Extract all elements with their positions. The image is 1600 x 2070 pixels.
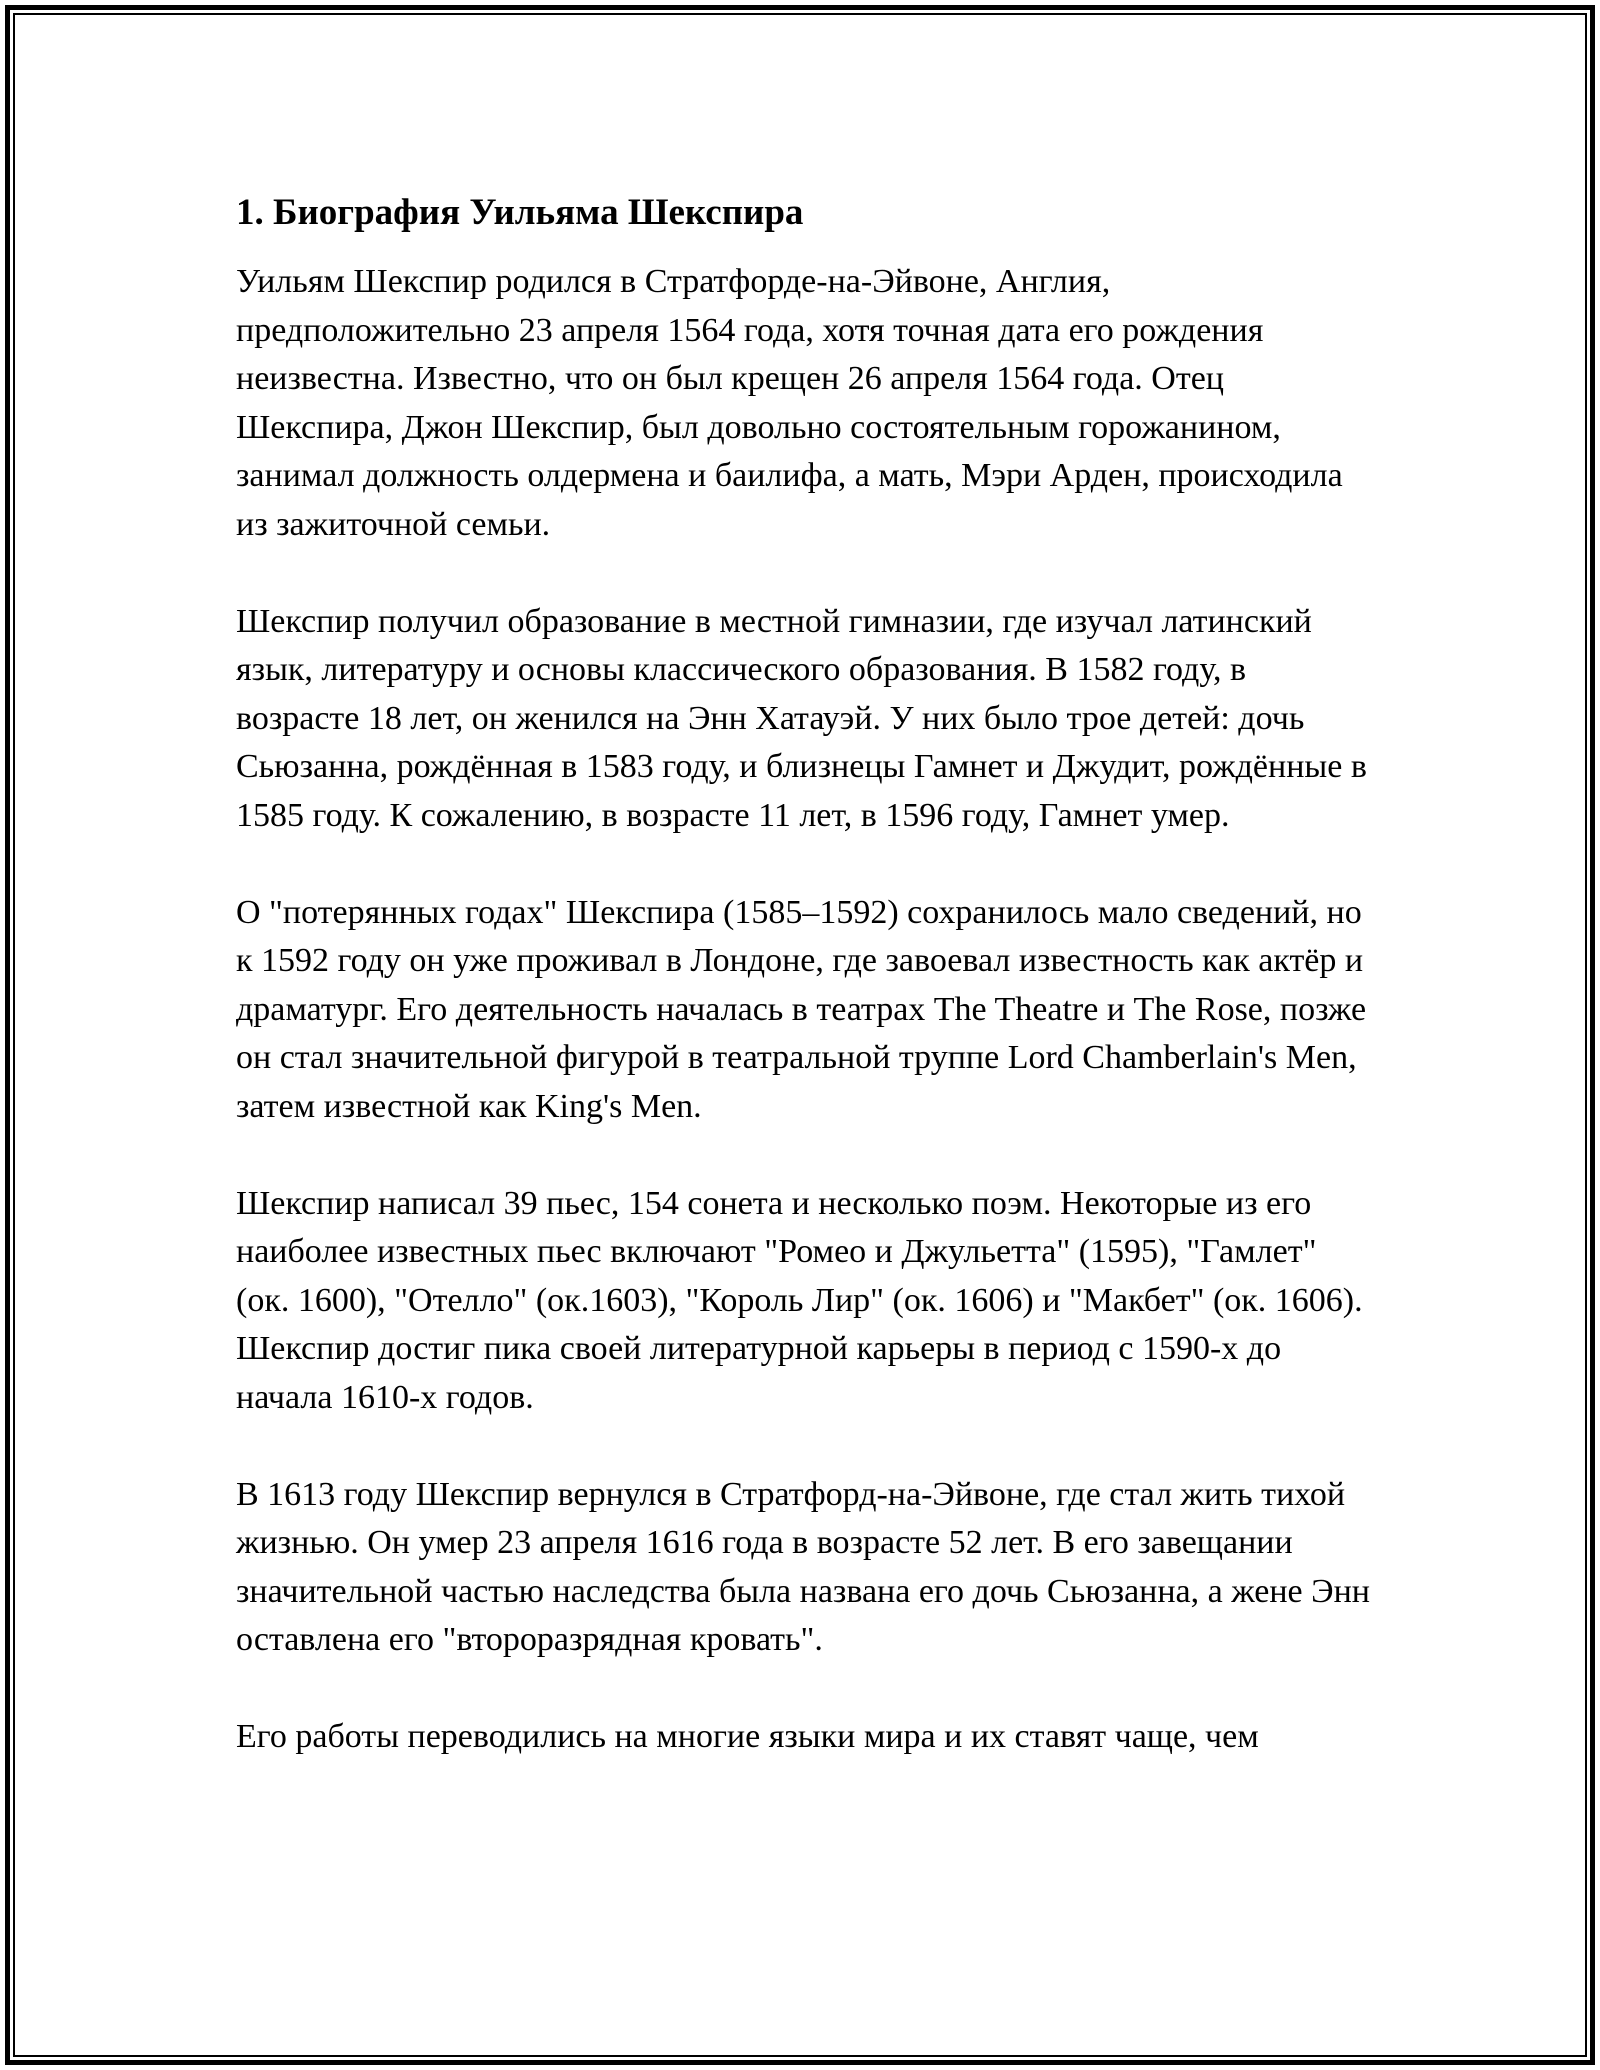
paragraph-birth: Уильям Шекспир родился в Стратфорде-на-Эйвоне, Англия, предположительно 23 апреля 1564 года, хотя точная дата его рождения неизвестна. Известно, что он был крещен 26 апреля 1564 года. Отец Шекспира, Джон Шекспир, был довольно состоятельным горожанином, занимал должность олдермена и баилифа, а мать, Мэри Арден, происходила из зажиточной семьи. [236, 263, 1343, 543]
paragraph-lost-years: О "потерянных годах" Шекспира (1585–1592) сохранилось мало сведений, но к 1592 году он уже проживал в Лондоне, где завоевал известность как актёр и драматург. Его деятельность началась в театрах The Theatre и The Rose, позже он стал значительной фигурой в театральной труппе Lord Chamberlain's Men, затем известной как King's Men. [236, 893, 1367, 1125]
paragraph-death: В 1613 году Шекспир вернулся в Стратфорд-на-Эйвоне, где стал жить тихой жизнью. Он умер 23 апреля 1616 года в возрасте 52 лет. В его завещании значительной частью наследства была названа его дочь Сьюзанна, а жене Энн оставлена его "второразрядная кровать". [236, 1475, 1370, 1658]
paragraph-legacy: Его работы переводились на многие языки мира и их ставят чаще, чем [236, 1718, 1259, 1755]
paragraph-education: Шекспир получил образование в местной гимназии, где изучал латинский язык, литературу и основы классического образования. В 1582 году, в возрасте 18 лет, он женился на Энн Хатауэй. У них было трое детей: дочь Сьюзанна, рождённая в 1583 году, и близнецы Гамнет и Джудит, рождённые в 1585 году. К сожалению, в возрасте 11 лет, в 1596 году, Гамнет умер. [236, 602, 1367, 834]
section-heading: 1. Биография Уильяма Шекспира [236, 192, 804, 233]
document-body [236, 183, 1376, 1810]
paragraph-works: Шекспир написал 39 пьес, 154 сонета и несколько поэм. Некоторые из его наиболее известных пьес включают "Ромео и Джульетта" (1595), "Гамлет" (ок. 1600), "Отелло" (ок.1603), "Король Лир" (ок. 1606) и "Макбет" (ок. 1606). Шекспир достиг пика своей литературной карьеры в период с 1590-х до начала 1610-х годов. [236, 1184, 1363, 1416]
